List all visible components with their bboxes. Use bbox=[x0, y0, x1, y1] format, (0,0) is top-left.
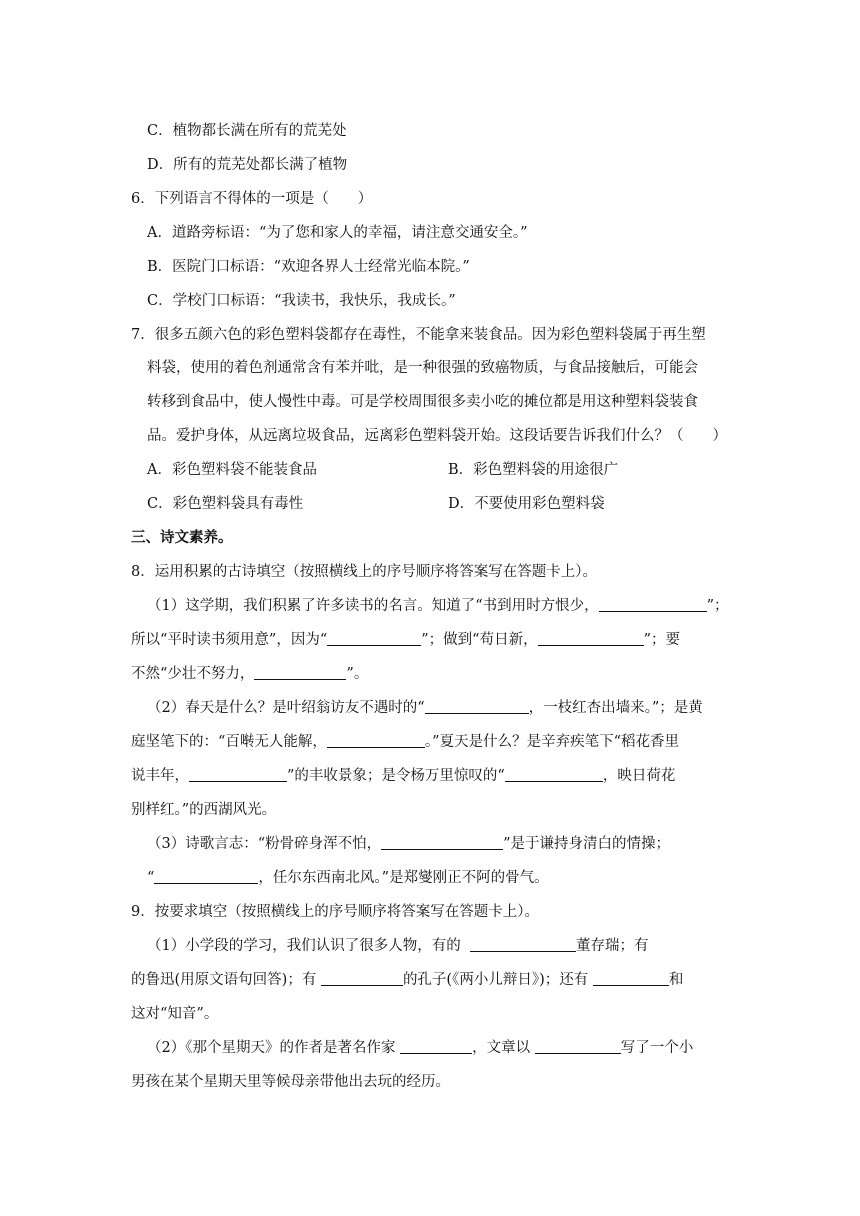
q9-part1-text: 和 bbox=[668, 972, 684, 988]
answer-blank[interactable] bbox=[327, 631, 421, 646]
q8-part2-line2 bbox=[131, 732, 679, 752]
q9-part1-line2 bbox=[131, 970, 683, 990]
q8-stem: 8．运用积累的古诗填空（按照横线上的序号顺序将答案写在答题卡上）。 bbox=[131, 564, 597, 580]
answer-blank[interactable] bbox=[327, 733, 425, 748]
answer-blank[interactable] bbox=[599, 597, 707, 612]
answer-blank[interactable] bbox=[470, 937, 576, 952]
q8-part1-text: （1）这学期，我们积累了许多读书的名言。知道了“书到用时方恨少， bbox=[147, 598, 599, 614]
q7-option-c: C．彩色塑料袋具有毒性 bbox=[147, 496, 304, 512]
q8-part1-text: ”； bbox=[706, 598, 729, 614]
q8-part2-line1 bbox=[147, 698, 703, 718]
q7-option-b: B．彩色塑料袋的用途很广 bbox=[448, 462, 619, 478]
q8-part3-text: ，任尔东西南北风。”是郑燮刚正不阿的骨气。 bbox=[258, 870, 549, 886]
q9-part2-line1 bbox=[147, 1038, 693, 1058]
q8-part1-line2 bbox=[131, 630, 680, 650]
q8-part1-text: 所以“平时读书须用意”，因为“ bbox=[131, 632, 328, 648]
q6-stem: 6．下列语言不得体的一项是（ ） bbox=[131, 191, 373, 207]
q9-part2-text: ，文章以 bbox=[472, 1040, 531, 1056]
q8-part1-text: ”；要 bbox=[643, 632, 680, 648]
answer-blank[interactable] bbox=[538, 631, 644, 646]
q8-part3-text: （3）诗歌言志：“粉骨碎身浑不怕， bbox=[147, 836, 382, 852]
q6-option-c: C．学校门口标语：“我读书，我快乐，我成长。” bbox=[147, 293, 456, 309]
q5-option-c: C．植物都长满在所有的荒芜处 bbox=[147, 123, 347, 139]
q8-part2-text: 庭坚笔下的：“百啭无人能解， bbox=[131, 734, 327, 750]
q7-text-line-3: 转移到食品中，使人慢性中毒。可是学校周围很多卖小吃的摊位都是用这种塑料袋装食 bbox=[147, 394, 698, 410]
answer-blank[interactable] bbox=[154, 869, 258, 884]
q8-part3-line1 bbox=[147, 834, 670, 854]
q8-part1-text: ”。 bbox=[346, 666, 369, 682]
q7-option-a: A．彩色塑料袋不能装食品 bbox=[147, 462, 317, 478]
answer-blank[interactable] bbox=[381, 835, 503, 850]
q8-part1-line1 bbox=[147, 596, 729, 616]
q9-part1-line3: 这对“知音”。 bbox=[131, 1006, 219, 1022]
answer-blank[interactable] bbox=[425, 699, 529, 714]
section-heading: 三、诗文素养。 bbox=[131, 529, 233, 546]
q7-text-line-2: 料袋，使用的着色剂通常含有苯并吡，是一种很强的致癌物质，与食品接触后，可能会 bbox=[147, 360, 698, 376]
q8-part3-line2 bbox=[147, 868, 549, 888]
q9-part2-line2: 男孩在某个星期天里等候母亲带他出去玩的经历。 bbox=[131, 1074, 450, 1090]
answer-blank[interactable] bbox=[189, 767, 287, 782]
q8-part2-text: （2）春天是什么？是叶绍翁访友不遇时的“ bbox=[147, 700, 425, 716]
answer-blank[interactable] bbox=[593, 971, 669, 986]
q9-part1-text: 的鲁迅(用原文语句回答)；有 bbox=[131, 972, 317, 988]
q8-part2-text: ，一枝红杏出墙来。”；是黄 bbox=[528, 700, 703, 716]
q7-text-line-4: 品。爱护身体，从远离垃圾食品，远离彩色塑料袋开始。这段话要告诉我们什么？（ ） bbox=[147, 428, 727, 444]
q9-part1-text: 董存瑞；有 bbox=[575, 938, 649, 954]
answer-blank[interactable] bbox=[321, 971, 403, 986]
answer-blank[interactable] bbox=[254, 665, 346, 680]
q8-part2-text: 说丰年， bbox=[131, 768, 189, 784]
q9-part1-text: 的孔子(《两小儿辩日》)；还有 bbox=[402, 972, 589, 988]
q8-part3-text: ”是于谦持身清白的情操； bbox=[503, 836, 671, 852]
q8-part3-text: “ bbox=[147, 870, 155, 886]
q8-part2-line4: 别样红。”的西湖风光。 bbox=[131, 802, 277, 818]
q9-part2-text: （2）《那个星期天》的作者是著名作家 bbox=[147, 1040, 396, 1056]
answer-blank[interactable] bbox=[535, 1039, 621, 1054]
q9-part1-line1 bbox=[147, 936, 648, 956]
q9-part2-text: 写了一个小 bbox=[620, 1040, 694, 1056]
q9-stem: 9．按要求填空（按照横线上的序号顺序将答案写在答题卡上）。 bbox=[131, 904, 539, 920]
q8-part1-text: 不然“少壮不努力， bbox=[131, 666, 255, 682]
q9-part1-text: （1）小学段的学习，我们认识了很多人物，有的 bbox=[147, 938, 461, 954]
q7-option-d: D．不要使用彩色塑料袋 bbox=[448, 496, 605, 512]
q8-part2-line3 bbox=[131, 766, 675, 786]
answer-blank[interactable] bbox=[505, 767, 603, 782]
q5-option-d: D．所有的荒芜处都长满了植物 bbox=[147, 157, 348, 173]
q6-option-b: B．医院门口标语：“欢迎各界人士经常光临本院。” bbox=[147, 259, 470, 275]
q8-part2-text: 。”夏天是什么？是辛弃疾笔下“稻花香里 bbox=[424, 734, 679, 750]
q8-part2-text: ，映日荷花 bbox=[602, 768, 676, 784]
q6-option-a: A．道路旁标语：“为了您和家人的幸福，请注意交通安全。” bbox=[147, 225, 528, 241]
q7-text-line-1: 7．很多五颜六色的彩色塑料袋都存在毒性，不能拿来装食品。因为彩色塑料袋属于再生塑 bbox=[131, 327, 706, 343]
q8-part2-text: ”的丰收景象；是令杨万里惊叹的“ bbox=[287, 768, 505, 784]
q8-part1-text: ”；做到“苟日新， bbox=[421, 632, 538, 648]
q8-part1-line3 bbox=[131, 664, 368, 684]
answer-blank[interactable] bbox=[400, 1039, 472, 1054]
